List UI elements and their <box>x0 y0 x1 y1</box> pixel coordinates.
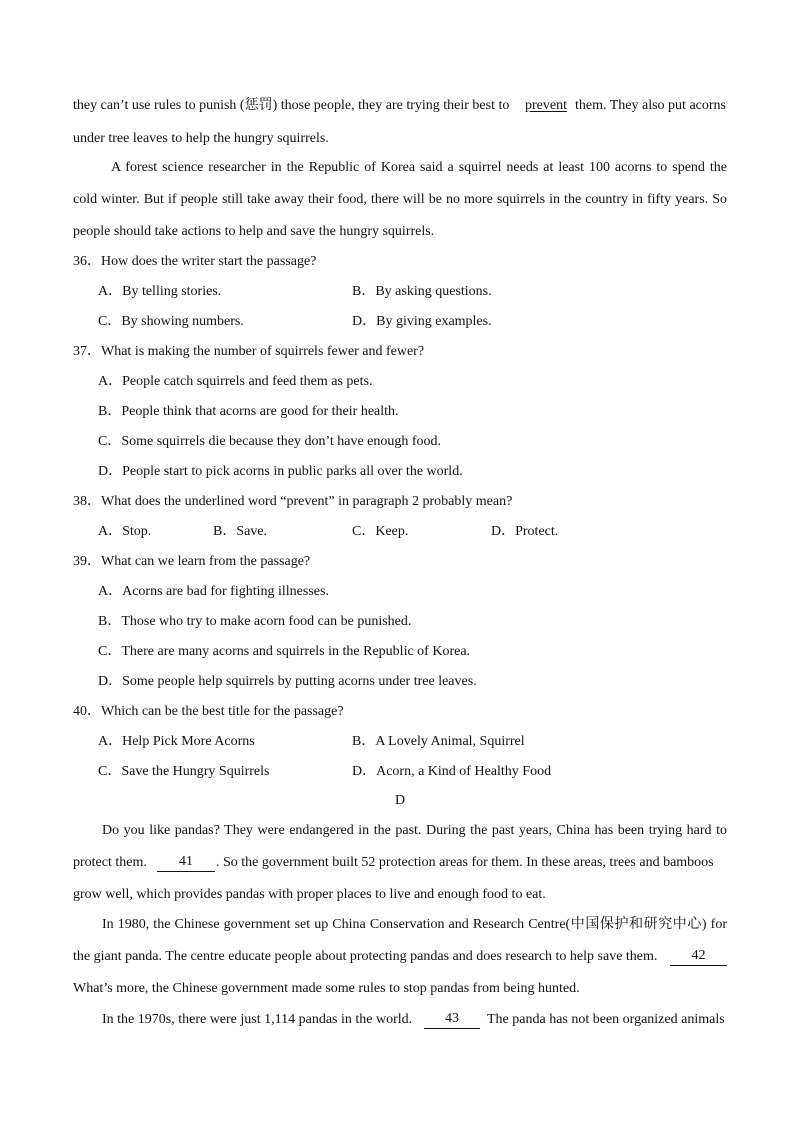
text-row <box>0 977 800 1001</box>
question-39 <box>0 550 800 574</box>
passage-c-paragraph-1 <box>0 94 800 118</box>
question-38 <box>0 490 800 514</box>
text-line: under tree leaves to help the hungry squirrels. <box>73 131 329 146</box>
passage-d-paragraph-1 <box>0 819 800 843</box>
option-c[interactable]: C．There are many acorns and squirrels in the Republic of Korea. <box>98 644 471 659</box>
text-line: cold winter. But if people still take away their food, there will be no more squirrels in the country in fifty years. So <box>73 192 727 207</box>
option-d[interactable]: D．Some people help squirrels by putting acorns under tree leaves. <box>98 674 477 689</box>
question-stem: 38．What does the underlined word “prevent” in paragraph 2 probably mean? <box>73 494 513 509</box>
text-line: The panda has not been organized animals <box>487 1012 725 1027</box>
option-b[interactable]: B．A Lovely Animal, Squirrel <box>352 734 525 749</box>
underlined-word-prevent: prevent <box>525 98 567 113</box>
text-row <box>0 945 800 969</box>
option-d[interactable]: D．People start to pick acorns in public parks all over the world. <box>98 464 463 479</box>
option-c[interactable]: C．Keep. <box>352 524 409 539</box>
text-row <box>0 310 800 334</box>
blank-41[interactable]: 41 <box>157 853 215 872</box>
option-c[interactable]: C．Save the Hungry Squirrels <box>98 764 270 779</box>
text-row <box>0 883 800 907</box>
passage-d-paragraph-2 <box>0 913 800 937</box>
text-line: they can’t use rules to punish (惩罚) those people, they are trying their best to <box>73 98 510 113</box>
passage-c-paragraph-2 <box>0 156 800 180</box>
text-row <box>0 127 800 151</box>
text-line: them. They also put acorns <box>575 98 726 113</box>
option-b[interactable]: B．By asking questions. <box>352 284 492 299</box>
question-stem: 37．What is making the number of squirrels fewer and fewer? <box>73 344 425 359</box>
text-line: . So the government built 52 protection areas for them. In these areas, trees and bamboos <box>216 855 714 870</box>
text-line: the giant panda. The centre educate people about protecting pandas and does research to help save them. <box>73 949 658 964</box>
option-a[interactable]: A．People catch squirrels and feed them as pets. <box>98 374 373 389</box>
option-b[interactable]: B．Save. <box>213 524 268 539</box>
text-row <box>0 460 800 484</box>
question-37 <box>0 340 800 364</box>
option-d[interactable]: D．Acorn, a Kind of Healthy Food <box>352 764 552 779</box>
question-stem: 40．Which can be the best title for the passage? <box>73 704 344 719</box>
text-row <box>0 730 800 754</box>
text-row <box>0 610 800 634</box>
blank-42[interactable]: 42 <box>670 947 727 966</box>
option-a[interactable]: A．Help Pick More Acorns <box>98 734 255 749</box>
text-line: In the 1970s, there were just 1,114 pandas in the world. <box>102 1012 413 1027</box>
heading-text: D <box>394 793 406 808</box>
passage-d-paragraph-3 <box>0 1008 800 1032</box>
text-line: In 1980, the Chinese government set up China Conservation and Research Centre(中国保护和研究中心) for <box>102 917 727 932</box>
text-row <box>0 220 800 244</box>
text-row <box>0 670 800 694</box>
question-stem: 36．How does the writer start the passage? <box>73 254 317 269</box>
blank-43[interactable]: 43 <box>424 1010 480 1029</box>
text-row <box>0 430 800 454</box>
question-stem: 39．What can we learn from the passage? <box>73 554 311 569</box>
option-d[interactable]: D．By giving examples. <box>352 314 492 329</box>
option-c[interactable]: C．By showing numbers. <box>98 314 244 329</box>
option-b[interactable]: B．People think that acorns are good for their health. <box>98 404 399 419</box>
option-a[interactable]: A．Stop. <box>98 524 152 539</box>
question-36 <box>0 250 800 274</box>
option-a[interactable]: A．By telling stories. <box>98 284 222 299</box>
section-heading-d <box>0 789 800 813</box>
text-line: grow well, which provides pandas with proper places to live and enough food to eat. <box>73 887 546 902</box>
option-d[interactable]: D．Protect. <box>491 524 559 539</box>
text-row <box>0 851 800 875</box>
option-c[interactable]: C．Some squirrels die because they don’t have enough food. <box>98 434 442 449</box>
text-line: people should take actions to help and save the hungry squirrels. <box>73 224 435 239</box>
option-b[interactable]: B．Those who try to make acorn food can be punished. <box>98 614 412 629</box>
text-row <box>0 520 800 544</box>
text-row <box>0 370 800 394</box>
text-line: protect them. <box>73 855 147 870</box>
text-row <box>0 640 800 664</box>
text-row <box>0 188 800 212</box>
option-a[interactable]: A．Acorns are bad for fighting illnesses. <box>98 584 329 599</box>
text-line: What’s more, the Chinese government made some rules to stop pandas from being hunted. <box>73 981 580 996</box>
text-row <box>0 280 800 304</box>
question-40 <box>0 700 800 724</box>
text-line: A forest science researcher in the Republic of Korea said a squirrel needs at least 100 acorns to spend the <box>111 160 727 175</box>
text-line: Do you like pandas? They were endangered in the past. During the past years, China has been trying hard to <box>102 823 727 838</box>
text-row <box>0 400 800 424</box>
text-row <box>0 580 800 604</box>
text-row <box>0 760 800 784</box>
